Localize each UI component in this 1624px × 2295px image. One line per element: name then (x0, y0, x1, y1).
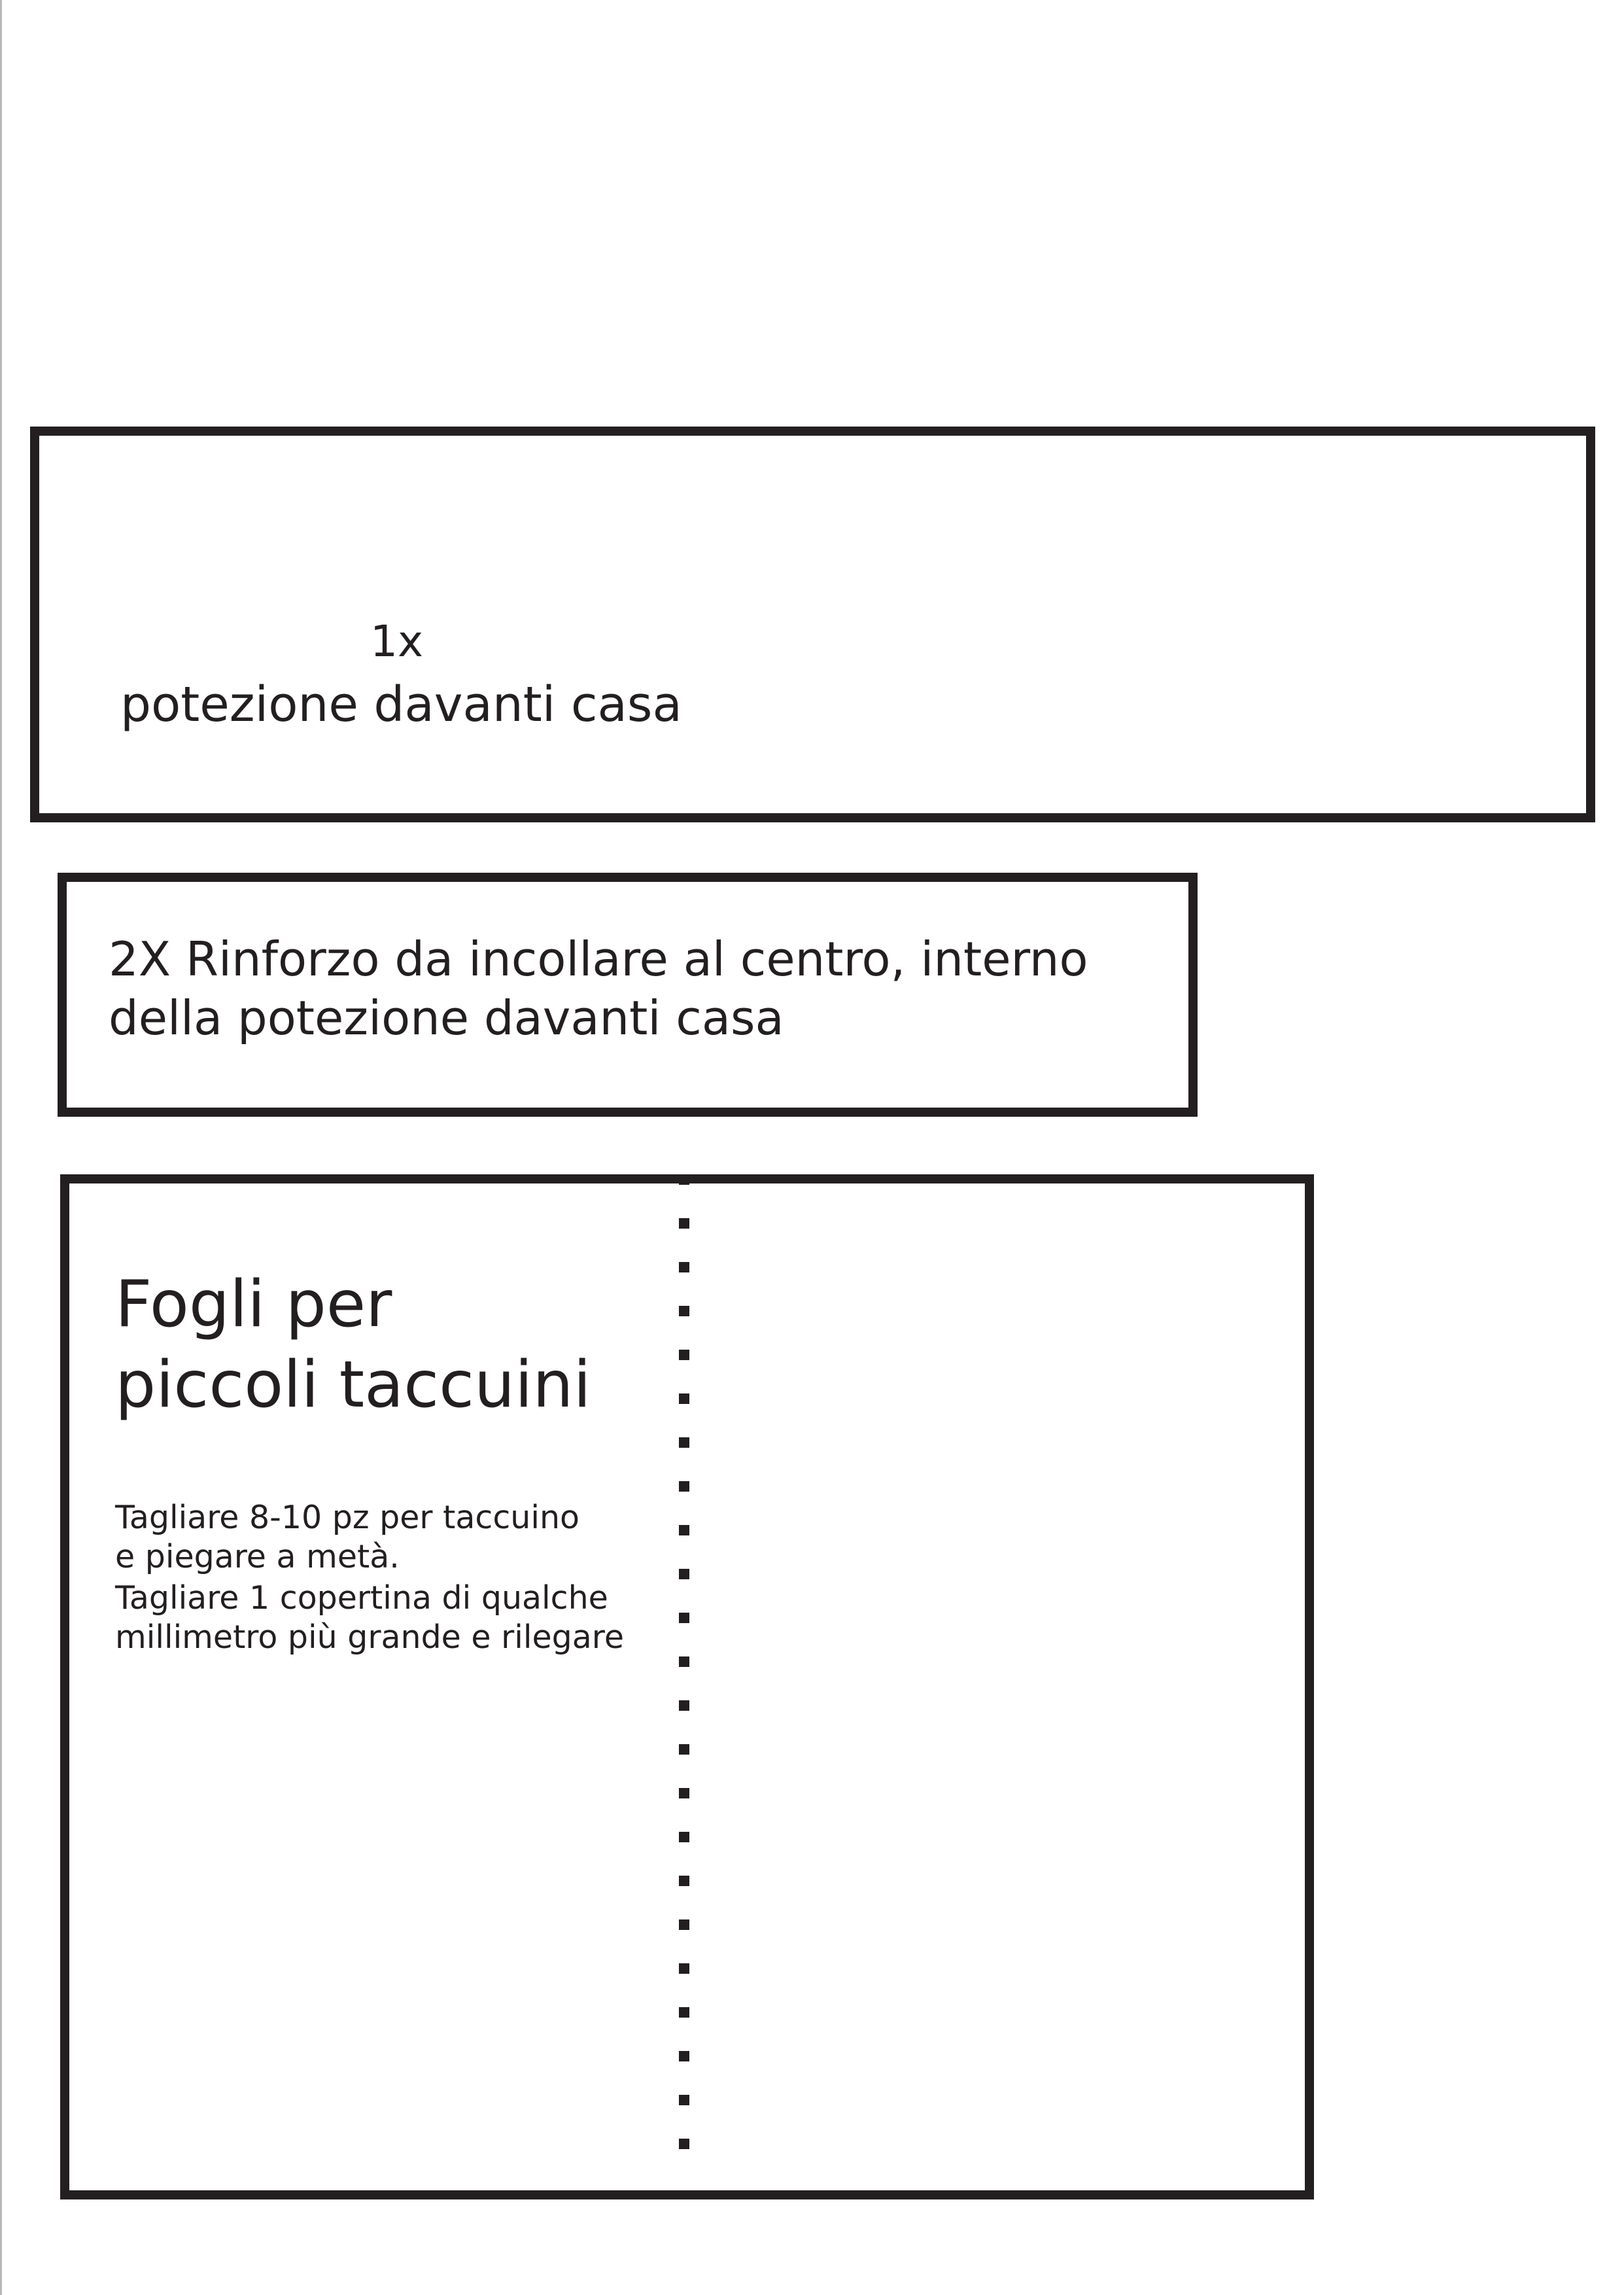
notebook-instruction-line: Tagliare 8-10 pz per taccuino (115, 1499, 579, 1536)
cutout-protection-box (30, 427, 1595, 822)
notebook-instruction-line: millimetro più grande e rilegare (115, 1619, 624, 1656)
protection-label: potezione davanti casa (120, 676, 682, 733)
fold-dotted-line (678, 1174, 691, 2149)
reinforcement-text-line1: 2X Rinforzo da incollare al centro, interno (109, 932, 1088, 987)
notebook-title-line1: Fogli per (115, 1267, 392, 1342)
notebook-instruction-line: Tagliare 1 copertina di qualche (115, 1579, 608, 1617)
page-edge-line (0, 0, 2, 2295)
reinforcement-text-line2: della potezione davanti casa (109, 990, 784, 1045)
notebook-title-line2: piccoli taccuini (115, 1348, 591, 1422)
notebook-instruction-line: e piegare a metà. (115, 1538, 400, 1575)
protection-quantity: 1x (370, 616, 424, 667)
